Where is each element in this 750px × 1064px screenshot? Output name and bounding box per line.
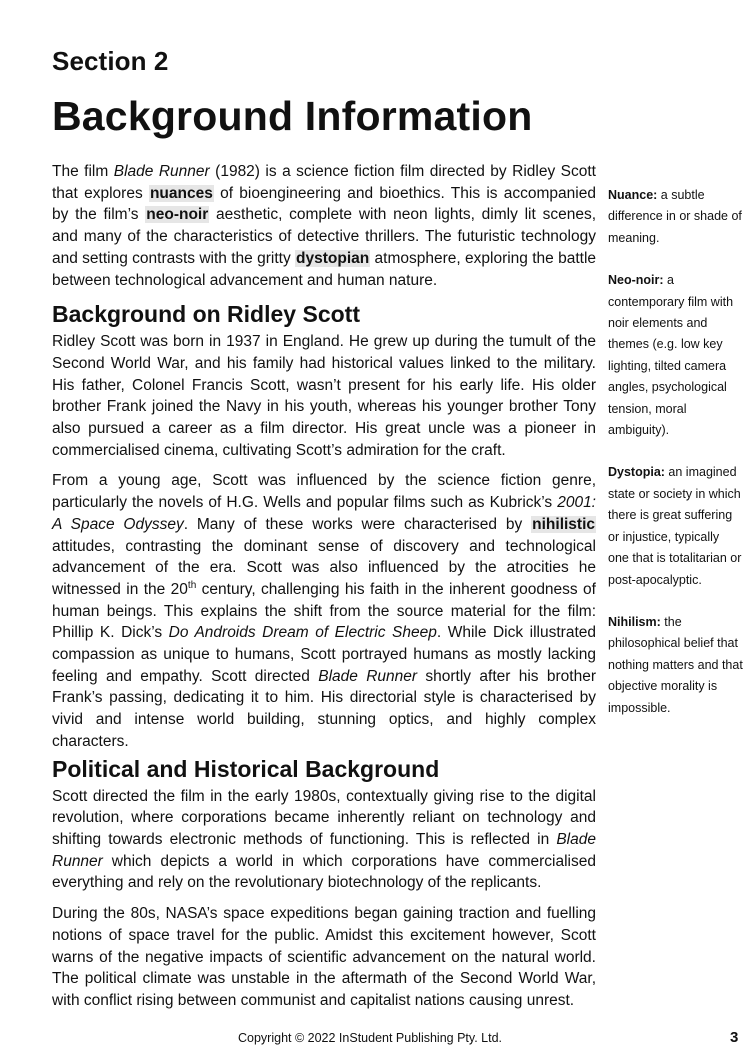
page-number: 3 [730,1029,739,1046]
glossary-entry-dystopia: Dystopia: an imagined state or society in which there is great suffering or injustice, typically one that is totalitarian or post-apocalyptic. [608,465,742,587]
ridley-paragraph-1: Ridley Scott was born in 1937 in England. He grew up during the tumult of the Second World War, and his family had historical values linked to the military. His father, Colonel Francis Scott, wasn’t present for his early life. His older brother Frank joined the Navy in his youth, whereas his younger brother Tony also pursued a career as a film director. His great uncle was a pioneer in commercialised cinema, cultivating Scott’s admiration for the craft. [52,333,596,459]
film-title: Blade Runner [52,830,596,870]
glossary-entry-nuance: Nuance: a subtle difference in or shade of meaning. [608,188,742,245]
glossary-term-nihilistic: nihilistic [532,515,596,533]
copyright-notice: Copyright © 2022 InStudent Publishing Pty. Ltd. [238,1031,503,1045]
book-title: Do Androids Dream of Electric Sheep [168,624,437,642]
glossary-term-nuances: nuances [149,184,213,202]
political-paragraph-1: Scott directed the film in the early 1980s, contextually giving rise to the digital revolution, where corporations became inherently reliant on technology and shifting towards electronic methods of functioning. This is reflected in Blade Runner which depicts a world in which corporations have commercialised everything and rely on the revolutionary biotechnology of the replicants. [52,787,596,892]
film-title: 2001: A Space Odyssey [52,494,596,533]
intro-paragraph: The film Blade Runner (1982) is a science fiction film directed by Ridley Scott that explores nuances of bioengineering and bioethics. This is accompanied by the film’s neo-noir aesthetic, complete with neon lights, dimly lit scenes, and many of the characteristics of detective thrillers. The futuristic technology and setting contrasts with the gritty dystopian atmosphere, exploring the battle between technological advancement and human nature. [52,163,597,289]
glossary-entry-nihilism: Nihilism: the philosophical belief that nothing matters and that objective morality is impossible. [608,614,743,715]
glossary-entry-neo-noir: Neo-noir: a contemporary film with noir elements and themes (e.g. low key lighting, tilted camera angles, psychological tension, moral ambiguity). [608,273,734,438]
political-paragraph-2: During the 80s, NASA’s space expeditions began gaining traction and fuelling notions of space travel for the public. Amidst this excitement however, Scott warns of the negative impacts of scientific advancement on the natural world. The political climate was unstable in the aftermath of the Second World War, with conflict rising between communist and capitalist nations causing unrest. [52,905,596,1009]
glossary-term-neo-noir: neo-noir [146,206,209,224]
glossary-term-dystopian: dystopian [296,249,370,267]
heading-political-historical: Political and Historical Background [52,755,440,782]
film-title: Blade Runner [113,163,210,180]
ridley-paragraph-2: From a young age, Scott was influenced by the science fiction genre, particularly the novels of H.G. Wells and popular films such as Kubrick’s 2001: A Space Odyssey. Many of these works were characterised by nihilistic attitudes, contrasting the dominant sense of discovery and technological advancement of the era. Scott was also influenced by the atrocities he witnessed in the 20th century, challenging his faith in the inherent goodness of human beings. This explains the shift from the source material for the film: Phillip K. Dick’s Do Androids Dream of Electric Sheep. While Dick illustrated compassion as unique to humans, Scott portrayed humans as mostly lacking feeling and empathy. Scott directed Blade Runner shortly after his brother Frank’s passing, dedicating it to him. His directorial style is characterised by vivid and intense world building, stunning optics, and highly complex characters. [52,472,596,750]
section-label: Section 2 [52,46,169,76]
glossary-sidebar [608,185,743,740]
page-title: Background Information [52,93,533,139]
film-title: Blade Runner [318,667,418,685]
heading-ridley-scott: Background on Ridley Scott [52,301,360,328]
main-content [52,161,596,1021]
